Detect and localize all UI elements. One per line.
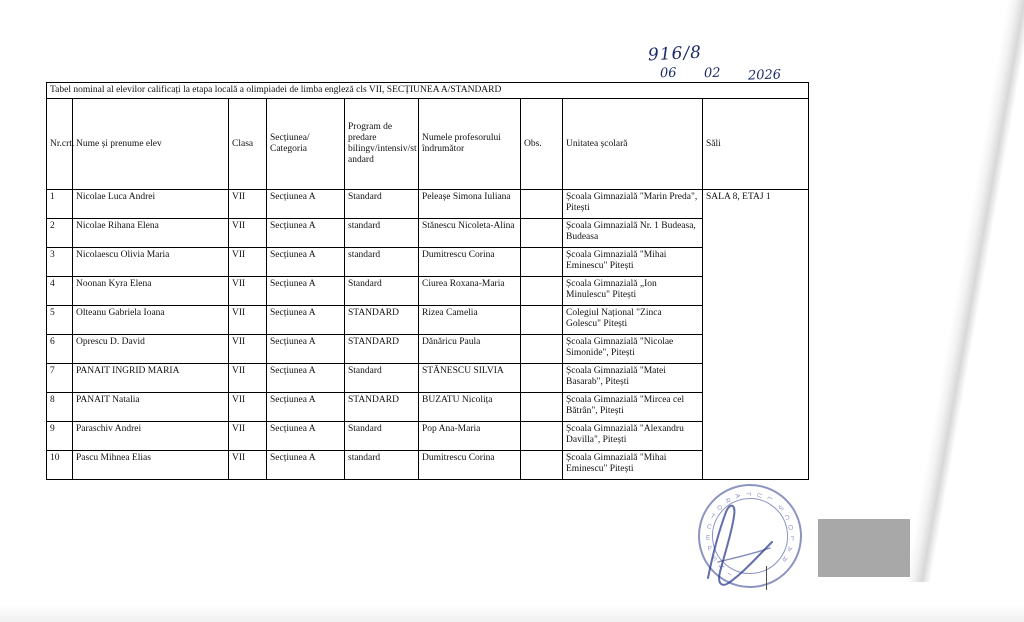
table-row (47, 422, 809, 451)
cell-sectiunea: Secțiunea A (267, 219, 345, 248)
cell-sectiunea: Secțiunea A (267, 364, 345, 393)
cell-program: standard (345, 219, 419, 248)
cell-sectiunea: Secțiunea A (267, 335, 345, 364)
cell-clasa: VII (229, 219, 267, 248)
cell-sectiunea: Secțiunea A (267, 422, 345, 451)
cell-profesor: Pop Ana-Maria (419, 422, 521, 451)
table-row (47, 306, 809, 335)
handwritten-registration-number: 916/8 (647, 42, 703, 66)
column-header-program-line2: predare (348, 133, 377, 143)
cell-sectiunea: Secțiunea A (267, 190, 345, 219)
column-header-sectiunea-line2: Categoria (270, 144, 307, 155)
cell-nr: 8 (47, 393, 73, 422)
cell-unitate: Școala Gimnazială "Alexandru Davilla", Pitești (563, 422, 703, 451)
column-header-name: Nume și prenume elev (73, 99, 229, 190)
cell-profesor: Dănăricu Paula (419, 335, 521, 364)
cell-program: standard (345, 451, 419, 480)
cell-clasa: VII (229, 335, 267, 364)
cell-obs (521, 277, 563, 306)
official-stamp (691, 477, 808, 594)
column-header-program-line1: Program de (348, 121, 393, 132)
cell-unitate: Școala Gimnazială "Nicolae Simonide", Pitești (563, 335, 703, 364)
column-header-program-line3: bilingv/intensiv/st (348, 144, 417, 155)
cell-program: Standard (345, 277, 419, 306)
cell-profesor: Stănescu Nicoleta-Alina (419, 219, 521, 248)
page-title: Tabel nominal al elevilor calificați la etapa locală a olimpiadei de limba engleză cls VII, SECȚIUNEA A/STANDARD (47, 83, 809, 99)
column-header-unitate: Unitatea școlară (563, 99, 703, 190)
cell-nr: 3 (47, 248, 73, 277)
cell-program: standard (345, 248, 419, 277)
column-header-obs: Obs. (521, 99, 563, 190)
handwritten-date-year: 2026 (747, 67, 782, 84)
cell-clasa: VII (229, 248, 267, 277)
cell-clasa: VII (229, 422, 267, 451)
cell-obs (521, 335, 563, 364)
cell-sectiunea: Secțiunea A (267, 277, 345, 306)
cell-obs (521, 219, 563, 248)
cell-clasa: VII (229, 393, 267, 422)
table-row (47, 248, 809, 277)
cell-name: Pascu Mihnea Elias (73, 451, 229, 480)
cell-obs (521, 393, 563, 422)
column-header-profesor-line2: îndrumător (422, 144, 465, 155)
cell-name: Oprescu D. David (73, 335, 229, 364)
cell-program: Standard (345, 422, 419, 451)
scan-edge-shadow-bottom (0, 582, 1024, 622)
cell-profesor: Rizea Camelia (419, 306, 521, 335)
cell-clasa: VII (229, 451, 267, 480)
cell-name: Noonan Kyra Elena (73, 277, 229, 306)
cell-clasa: VII (229, 306, 267, 335)
cell-program: STANDARD (345, 335, 419, 364)
cell-sectiunea: Secțiunea A (267, 393, 345, 422)
cell-unitate: Școala Gimnazială "Mihai Eminescu" Pitești (563, 451, 703, 480)
cell-obs (521, 306, 563, 335)
cell-name: PANAIT INGRID MARIA (73, 364, 229, 393)
cell-obs (521, 364, 563, 393)
cell-obs (521, 248, 563, 277)
column-header-sali: Săli (703, 99, 809, 190)
cell-program: STANDARD (345, 306, 419, 335)
cell-clasa: VII (229, 277, 267, 306)
table-row (47, 277, 809, 306)
cell-profesor: Ciurea Roxana-Maria (419, 277, 521, 306)
cell-unitate: Colegiul Național "Zinca Golescu" Pitești (563, 306, 703, 335)
cell-nr: 9 (47, 422, 73, 451)
redaction-line (766, 566, 767, 590)
column-header-nr: Nr.crt. (47, 99, 73, 190)
cell-clasa: VII (229, 364, 267, 393)
cell-nr: 4 (47, 277, 73, 306)
column-header-program (345, 99, 419, 190)
table-row (47, 451, 809, 480)
cell-name: Paraschiv Andrei (73, 422, 229, 451)
cell-program: Standard (345, 190, 419, 219)
table-title-row (47, 83, 809, 99)
cell-obs (521, 190, 563, 219)
cell-sali: SALA 8, ETAJ 1 (703, 190, 809, 480)
cell-profesor: Peleașe Simona Iuliana (419, 190, 521, 219)
table-row (47, 335, 809, 364)
column-header-profesor-line1: Numele profesorului (422, 133, 501, 143)
stamp-text: I N S P E C T O R A T U L Ș C O L A R (705, 491, 795, 578)
students-table (46, 82, 809, 480)
table-row (47, 190, 809, 219)
handwritten-date-month: 02 (703, 65, 721, 82)
cell-nr: 5 (47, 306, 73, 335)
cell-obs (521, 451, 563, 480)
cell-name: PANAIT Natalia (73, 393, 229, 422)
cell-unitate: Școala Gimnazială „Ion Minulescu" Pitești (563, 277, 703, 306)
cell-unitate: Școala Gimnazială "Mihai Eminescu" Pitești (563, 248, 703, 277)
cell-obs (521, 422, 563, 451)
redaction-box (818, 519, 910, 577)
cell-nr: 1 (47, 190, 73, 219)
cell-unitate: Școala Gimnazială "Matei Basarab", Pitești (563, 364, 703, 393)
column-header-profesor (419, 99, 521, 190)
cell-profesor: STĂNESCU SILVIA (419, 364, 521, 393)
cell-sectiunea: Secțiunea A (267, 248, 345, 277)
cell-name: Nicolaescu Olivia Maria (73, 248, 229, 277)
table-row (47, 364, 809, 393)
handwritten-date-day: 06 (659, 65, 677, 82)
cell-nr: 7 (47, 364, 73, 393)
cell-sectiunea: Secțiunea A (267, 306, 345, 335)
column-header-clasa: Clasa (229, 99, 267, 190)
cell-unitate: Școala Gimnazială Nr. 1 Budeasa, Budeasa (563, 219, 703, 248)
cell-name: Olteanu Gabriela Ioana (73, 306, 229, 335)
cell-profesor: Dumitrescu Corina (419, 248, 521, 277)
cell-unitate: Școala Gimnazială "Mircea cel Bătrân", Pitești (563, 393, 703, 422)
column-header-sectiunea (267, 99, 345, 190)
table-row (47, 393, 809, 422)
cell-nr: 6 (47, 335, 73, 364)
table-row (47, 219, 809, 248)
cell-nr: 10 (47, 451, 73, 480)
cell-unitate: Școala Gimnazială "Marin Preda", Pitești (563, 190, 703, 219)
cell-name: Nicolae Luca Andrei (73, 190, 229, 219)
cell-sectiunea: Secțiunea A (267, 451, 345, 480)
cell-nr: 2 (47, 219, 73, 248)
cell-name: Nicolae Rihana Elena (73, 219, 229, 248)
cell-profesor: BUZATU Nicolița (419, 393, 521, 422)
table-header-row (47, 99, 809, 190)
column-header-program-line4: andard (348, 155, 374, 166)
column-header-sectiunea-line1: Secțiunea/ (270, 133, 310, 143)
cell-program: STANDARD (345, 393, 419, 422)
cell-program: Standard (345, 364, 419, 393)
cell-clasa: VII (229, 190, 267, 219)
cell-profesor: Dumitrescu Corina (419, 451, 521, 480)
